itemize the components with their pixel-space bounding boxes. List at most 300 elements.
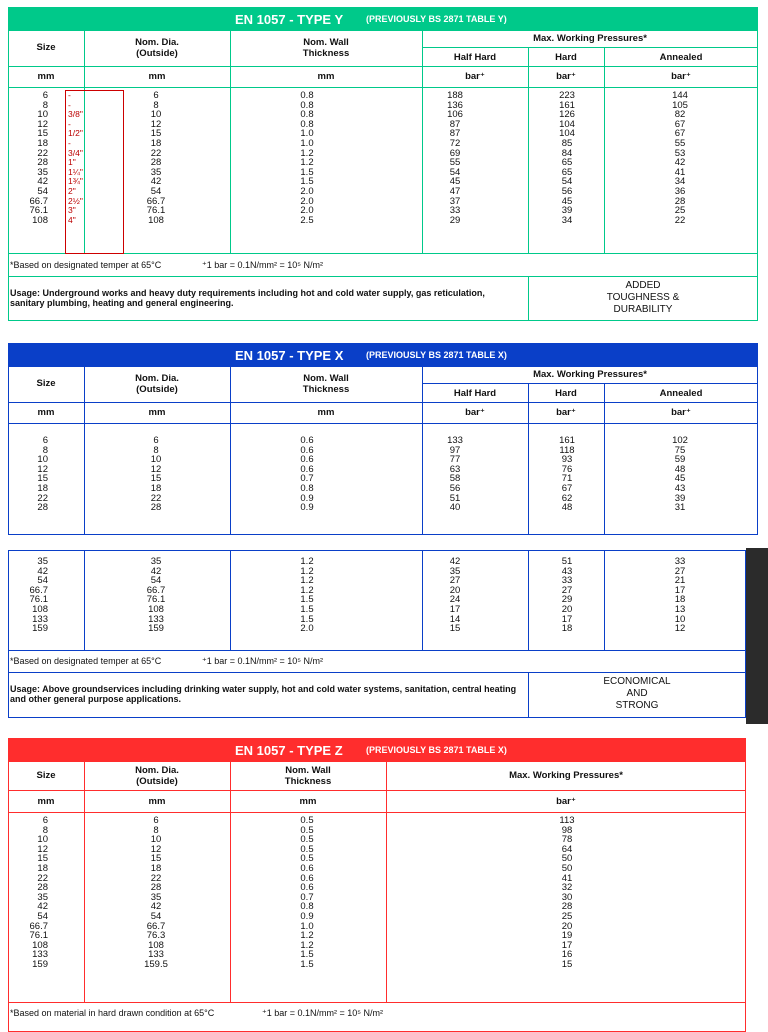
type-y-cell-dia-13: 108 bbox=[148, 214, 164, 226]
type-y-cell-fraction-0: - bbox=[68, 90, 71, 100]
type-z-cell-wall-9: 0.8 bbox=[300, 901, 314, 913]
type-x-cell-dia-a-7: 28 bbox=[150, 502, 162, 514]
type-x-cell-dia-a-5: 18 bbox=[150, 482, 162, 494]
type-y-cell-half-hard-12: 33 bbox=[449, 205, 461, 217]
type-z-cell-dia-11: 66.7 bbox=[146, 920, 166, 932]
type-y-cell-hard-8: 65 bbox=[561, 166, 573, 178]
type-y-cell-half-hard-3: 87 bbox=[449, 118, 461, 130]
type-z-cell-size-4: 15 bbox=[37, 853, 48, 865]
type-z-cell-wall-8: 0.7 bbox=[300, 891, 314, 903]
type-z-cell-wall-10: 0.9 bbox=[300, 910, 314, 922]
type-z-cell-wall-6: 0.6 bbox=[300, 872, 314, 884]
type-y-cell-annealed-0: 144 bbox=[672, 90, 688, 101]
type-x-unit-hard: bar⁺ bbox=[556, 407, 576, 418]
type-y-col-half-hard bbox=[425, 91, 485, 225]
type-y-cell-fraction-4: 1/2" bbox=[68, 128, 83, 139]
type-x-cell-wall-a-6: 0.9 bbox=[300, 492, 314, 504]
type-y-header-hard: Hard bbox=[555, 52, 577, 63]
type-y-cell-half-hard-1: 136 bbox=[447, 99, 463, 111]
type-y-cell-dia-2: 10 bbox=[150, 109, 162, 121]
type-x-cell-annealed-b-0: 33 bbox=[674, 556, 686, 567]
type-y-note-bar: ⁺1 bar = 0.1N/mm² = 10⁵ N/m² bbox=[202, 260, 324, 270]
type-x-cell-half-hard-a-0: 133 bbox=[447, 435, 463, 446]
type-y-cell-wall-13: 2.5 bbox=[300, 214, 314, 226]
type-z-cell-dia-4: 15 bbox=[150, 853, 162, 865]
type-x-cell-size-a-1: 8 bbox=[42, 444, 48, 456]
type-z-cell-size-2: 10 bbox=[37, 834, 48, 846]
type-y-col-annealed bbox=[650, 91, 710, 225]
type-z-cell-dia-13: 108 bbox=[148, 939, 164, 951]
type-z-cell-pressure-3: 64 bbox=[561, 843, 573, 855]
type-x-cell-wall-b-4: 1.5 bbox=[300, 594, 314, 606]
type-x-cell-half-hard-b-5: 17 bbox=[449, 603, 461, 615]
type-z-cell-size-10: 54 bbox=[37, 910, 48, 922]
type-z-cell-pressure-6: 41 bbox=[561, 872, 573, 884]
type-x-unit-annealed: bar⁺ bbox=[671, 407, 691, 418]
type-y-header-max: Max. Working Pressures* bbox=[533, 33, 647, 44]
type-y-cell-size-13: 108 bbox=[32, 214, 48, 226]
type-y-cell-hard-12: 39 bbox=[561, 205, 573, 217]
type-x-cell-size-b-7: 159 bbox=[32, 623, 48, 635]
type-x-cell-hard-a-5: 67 bbox=[561, 482, 573, 494]
type-z-cell-pressure-5: 50 bbox=[561, 862, 573, 874]
type-x-col-annealed-a bbox=[650, 436, 710, 513]
type-z-header-wall: Nom. Wall Thickness bbox=[284, 765, 332, 787]
type-x-cell-wall-a-4: 0.7 bbox=[300, 473, 314, 485]
type-z-cell-wall-1: 0.5 bbox=[300, 824, 314, 836]
type-x-cell-annealed-b-4: 18 bbox=[674, 594, 686, 606]
type-y-cell-annealed-8: 41 bbox=[674, 166, 686, 178]
type-z-cell-wall-0: 0.5 bbox=[300, 815, 314, 826]
type-y-cell-hard-2: 126 bbox=[559, 109, 575, 121]
type-x-note-temper: *Based on designated temper at 65°C bbox=[10, 656, 162, 666]
type-x-cell-annealed-a-4: 45 bbox=[674, 473, 686, 485]
type-z-cell-pressure-15: 15 bbox=[561, 958, 573, 970]
type-x-cell-dia-a-0: 6 bbox=[153, 435, 159, 446]
type-z-cell-dia-0: 6 bbox=[153, 815, 159, 826]
type-y-col-fraction bbox=[68, 91, 83, 225]
type-y-cell-wall-8: 1.5 bbox=[300, 166, 314, 178]
type-y-cell-annealed-13: 22 bbox=[674, 214, 686, 226]
type-x-cell-size-b-6: 133 bbox=[32, 613, 48, 625]
type-z-cell-size-9: 42 bbox=[37, 901, 48, 913]
type-x-cell-wall-b-1: 1.2 bbox=[300, 565, 314, 577]
type-x-cell-size-b-0: 35 bbox=[37, 556, 48, 567]
type-x-unit-size: mm bbox=[37, 407, 55, 418]
type-x-cell-annealed-b-5: 13 bbox=[674, 603, 686, 615]
type-z-cell-size-13: 108 bbox=[32, 939, 48, 951]
type-z-cell-pressure-4: 50 bbox=[561, 853, 573, 865]
type-z-cell-wall-4: 0.5 bbox=[300, 853, 314, 865]
type-z-cell-wall-15: 1.5 bbox=[300, 958, 314, 970]
type-y-cell-size-11: 66.7 bbox=[29, 195, 48, 207]
type-y-cell-annealed-11: 28 bbox=[674, 195, 686, 207]
type-z-cell-wall-11: 1.0 bbox=[300, 920, 314, 932]
type-y-cell-wall-9: 1.5 bbox=[300, 176, 314, 188]
type-x-cell-hard-a-4: 71 bbox=[561, 473, 573, 485]
type-x-cell-annealed-a-7: 31 bbox=[674, 502, 686, 514]
type-z-cell-wall-2: 0.5 bbox=[300, 834, 314, 846]
type-x-banner bbox=[8, 343, 758, 367]
type-x-cell-hard-b-2: 33 bbox=[561, 575, 573, 587]
type-x-col-size-a bbox=[8, 436, 48, 513]
type-x-cell-annealed-a-1: 75 bbox=[674, 444, 686, 456]
type-y-cell-dia-3: 12 bbox=[150, 118, 162, 130]
type-x-cell-dia-b-1: 42 bbox=[150, 565, 162, 577]
type-x-cell-dia-a-2: 10 bbox=[150, 454, 162, 466]
type-x-cell-half-hard-a-4: 58 bbox=[449, 473, 461, 485]
type-y-cell-size-8: 35 bbox=[37, 166, 48, 178]
type-x-cell-half-hard-b-0: 42 bbox=[449, 556, 461, 567]
type-y-cell-hard-7: 65 bbox=[561, 157, 573, 169]
type-x-cell-annealed-a-3: 48 bbox=[674, 463, 686, 475]
type-x-note-bar: ⁺1 bar = 0.1N/mm² = 10⁵ N/m² bbox=[202, 656, 324, 666]
type-y-cell-wall-5: 1.0 bbox=[300, 137, 314, 149]
type-x-cell-size-b-5: 108 bbox=[32, 603, 48, 615]
type-y-cell-dia-0: 6 bbox=[153, 90, 159, 101]
type-y-cell-hard-0: 223 bbox=[559, 90, 575, 101]
type-x-header-annealed: Annealed bbox=[659, 388, 703, 399]
type-y-cell-wall-1: 0.8 bbox=[300, 99, 314, 111]
type-x-subtitle: (PREVIOUSLY BS 2871 TABLE X) bbox=[366, 350, 507, 360]
type-x-cell-half-hard-b-7: 15 bbox=[449, 623, 461, 635]
type-y-note-temper: *Based on designated temper at 65°C bbox=[10, 260, 162, 270]
type-z-cell-size-7: 28 bbox=[37, 882, 48, 894]
type-x-cell-dia-a-3: 12 bbox=[150, 463, 162, 475]
type-y-cell-annealed-6: 53 bbox=[674, 147, 686, 159]
type-y-unit-annealed: bar⁺ bbox=[671, 71, 691, 82]
type-x-col-dia-b bbox=[126, 557, 186, 634]
type-y-cell-hard-9: 54 bbox=[561, 176, 573, 188]
type-y-cell-size-9: 42 bbox=[37, 176, 48, 188]
type-x-title: EN 1057 - TYPE X bbox=[235, 347, 344, 363]
type-y-banner bbox=[8, 7, 758, 31]
type-y-cell-half-hard-9: 45 bbox=[449, 176, 461, 188]
type-x-cell-dia-b-2: 54 bbox=[150, 575, 162, 587]
type-z-cell-size-11: 66.7 bbox=[29, 920, 48, 932]
type-z-cell-size-3: 12 bbox=[37, 843, 48, 855]
type-z-cell-pressure-0: 113 bbox=[559, 815, 575, 826]
type-y-unit-dia: mm bbox=[148, 71, 166, 82]
type-x-cell-dia-b-4: 76.1 bbox=[146, 594, 166, 606]
type-y-cell-hard-6: 84 bbox=[561, 147, 573, 159]
type-x-col-size-b bbox=[8, 557, 48, 634]
type-x-cell-annealed-a-0: 102 bbox=[672, 435, 688, 446]
type-y-cell-fraction-2: 3/8" bbox=[68, 109, 83, 120]
type-y-cell-hard-4: 104 bbox=[559, 128, 575, 140]
type-y-unit-hard: bar⁺ bbox=[556, 71, 576, 82]
type-z-banner bbox=[8, 738, 746, 762]
type-y-cell-dia-10: 54 bbox=[150, 185, 162, 197]
type-y-cell-dia-9: 42 bbox=[150, 176, 162, 188]
type-x-cell-annealed-a-6: 39 bbox=[674, 492, 686, 504]
type-y-cell-dia-8: 35 bbox=[150, 166, 162, 178]
type-x-cell-half-hard-a-3: 63 bbox=[449, 463, 461, 475]
type-x-col-wall-a bbox=[277, 436, 337, 513]
type-x-cell-dia-a-4: 15 bbox=[150, 473, 162, 485]
type-z-cell-pressure-2: 78 bbox=[561, 834, 573, 846]
type-y-cell-half-hard-0: 188 bbox=[447, 90, 463, 101]
type-y-cell-half-hard-4: 87 bbox=[449, 128, 461, 140]
page-edge-strip bbox=[746, 548, 768, 724]
type-z-header-size: Size bbox=[36, 770, 56, 781]
type-x-cell-dia-b-6: 133 bbox=[148, 613, 164, 625]
type-y-cell-half-hard-6: 69 bbox=[449, 147, 461, 159]
type-y-cell-fraction-7: 1" bbox=[68, 157, 76, 168]
type-y-unit-size: mm bbox=[37, 71, 55, 82]
type-y-cell-dia-6: 22 bbox=[150, 147, 162, 159]
type-y-cell-half-hard-10: 47 bbox=[449, 185, 461, 197]
type-x-cell-hard-b-3: 27 bbox=[561, 584, 573, 596]
type-z-cell-pressure-11: 20 bbox=[561, 920, 573, 932]
type-z-col-pressure bbox=[537, 816, 597, 970]
type-y-cell-fraction-6: 3/4" bbox=[68, 147, 83, 158]
type-z-cell-pressure-14: 16 bbox=[561, 949, 573, 961]
type-y-col-dia bbox=[126, 91, 186, 225]
type-y-header-dia: Nom. Dia. (Outside) bbox=[135, 37, 179, 59]
type-z-cell-dia-2: 10 bbox=[150, 834, 162, 846]
type-z-cell-size-1: 8 bbox=[42, 824, 48, 836]
type-x-cell-dia-b-0: 35 bbox=[150, 556, 162, 567]
type-y-cell-half-hard-11: 37 bbox=[449, 195, 461, 207]
type-y-cell-annealed-7: 42 bbox=[674, 157, 686, 169]
type-z-cell-pressure-10: 25 bbox=[561, 910, 573, 922]
type-y-cell-size-6: 22 bbox=[37, 147, 48, 159]
type-y-cell-size-2: 10 bbox=[37, 109, 48, 121]
type-x-cell-size-a-7: 28 bbox=[37, 502, 48, 514]
type-z-header-dia: Nom. Dia. (Outside) bbox=[135, 765, 179, 787]
type-y-unit-wall: mm bbox=[317, 71, 335, 82]
type-x-unit-dia: mm bbox=[148, 407, 166, 418]
type-z-cell-dia-15: 159.5 bbox=[144, 958, 168, 970]
type-x-header-dia: Nom. Dia. (Outside) bbox=[135, 373, 179, 395]
type-x-cell-wall-a-1: 0.6 bbox=[300, 444, 314, 456]
type-y-cell-fraction-9: 1¾" bbox=[68, 176, 83, 187]
type-y-cell-hard-3: 104 bbox=[559, 118, 575, 130]
type-x-cell-hard-a-7: 48 bbox=[561, 502, 573, 514]
type-x-col-dia-a bbox=[126, 436, 186, 513]
type-x-feature: ECONOMICAL AND STRONG bbox=[603, 676, 671, 711]
type-z-note-temper: *Based on material in hard drawn condition at 65°C bbox=[10, 1008, 215, 1018]
type-z-cell-size-8: 35 bbox=[37, 891, 48, 903]
type-z-cell-dia-3: 12 bbox=[150, 843, 162, 855]
type-x-usage: Usage: Above groundservices including drinking water supply, hot and cold water systems, sanitation, central heating and other general purpose applications. bbox=[10, 684, 517, 704]
type-y-cell-fraction-1: - bbox=[68, 99, 71, 110]
type-x-unit-half-hard: bar⁺ bbox=[465, 407, 485, 418]
type-x-cell-half-hard-a-1: 97 bbox=[449, 444, 461, 456]
type-x-cell-size-a-3: 12 bbox=[37, 463, 48, 475]
type-x-header-max: Max. Working Pressures* bbox=[533, 369, 647, 380]
type-y-cell-size-7: 28 bbox=[37, 157, 48, 169]
type-z-cell-dia-10: 54 bbox=[150, 910, 162, 922]
type-y-feature: ADDED TOUGHNESS & DURABILITY bbox=[606, 280, 680, 315]
type-x-col-hard-a bbox=[537, 436, 597, 513]
type-z-cell-wall-3: 0.5 bbox=[300, 843, 314, 855]
type-y-cell-wall-11: 2.0 bbox=[300, 195, 314, 207]
type-y-cell-size-1: 8 bbox=[42, 99, 48, 111]
type-z-cell-pressure-8: 30 bbox=[561, 891, 573, 903]
type-z-cell-size-14: 133 bbox=[32, 949, 48, 961]
type-x-cell-annealed-a-2: 59 bbox=[674, 454, 686, 466]
type-y-header-annealed: Annealed bbox=[659, 52, 703, 63]
type-y-cell-annealed-9: 34 bbox=[674, 176, 686, 188]
type-z-cell-pressure-13: 17 bbox=[561, 939, 573, 951]
type-y-cell-fraction-10: 2" bbox=[68, 185, 76, 196]
type-y-usage: Usage: Underground works and heavy duty requirements including hot and cold water supply, gas reticulation, sanitary plumbing, heating and general engineering. bbox=[10, 288, 485, 308]
type-x-header-half-hard: Half Hard bbox=[453, 388, 497, 399]
type-y-cell-half-hard-2: 106 bbox=[447, 109, 463, 121]
type-x-cell-annealed-b-3: 17 bbox=[674, 584, 686, 596]
type-z-subtitle: (PREVIOUSLY BS 2871 TABLE X) bbox=[366, 745, 507, 755]
type-y-cell-fraction-3: - bbox=[68, 118, 71, 129]
type-z-cell-size-5: 18 bbox=[37, 862, 48, 874]
type-x-cell-half-hard-a-2: 77 bbox=[449, 454, 461, 466]
type-y-title: EN 1057 - TYPE Y bbox=[235, 11, 344, 27]
type-x-cell-size-a-4: 15 bbox=[37, 473, 48, 485]
type-x-cell-wall-b-3: 1.2 bbox=[300, 584, 314, 596]
type-y-cell-fraction-8: 1¼" bbox=[68, 166, 83, 177]
type-x-cell-hard-a-6: 62 bbox=[561, 492, 573, 504]
type-y-cell-half-hard-5: 72 bbox=[449, 137, 461, 149]
type-y-cell-wall-3: 0.8 bbox=[300, 118, 314, 130]
type-z-cell-dia-5: 18 bbox=[150, 862, 162, 874]
type-z-unit-dia: mm bbox=[148, 796, 166, 807]
type-y-cell-fraction-13: 4" bbox=[68, 214, 76, 225]
type-z-cell-pressure-9: 28 bbox=[561, 901, 573, 913]
type-x-cell-half-hard-a-6: 51 bbox=[449, 492, 461, 504]
type-z-cell-size-15: 159 bbox=[32, 958, 48, 970]
type-x-cell-wall-b-6: 1.5 bbox=[300, 613, 314, 625]
type-x-header-hard: Hard bbox=[555, 388, 577, 399]
type-y-cell-half-hard-13: 29 bbox=[449, 214, 461, 226]
type-x-col-half-hard-b bbox=[425, 557, 485, 634]
type-x-cell-wall-a-7: 0.9 bbox=[300, 502, 314, 514]
type-z-cell-pressure-7: 32 bbox=[561, 882, 573, 894]
type-z-cell-dia-14: 133 bbox=[148, 949, 164, 961]
type-z-cell-pressure-12: 19 bbox=[561, 930, 573, 942]
type-x-cell-wall-a-5: 0.8 bbox=[300, 482, 314, 494]
type-y-cell-hard-5: 85 bbox=[561, 137, 573, 149]
type-z-cell-dia-8: 35 bbox=[150, 891, 162, 903]
type-y-cell-size-3: 12 bbox=[37, 118, 48, 130]
type-x-cell-half-hard-b-4: 24 bbox=[449, 594, 461, 606]
type-y-cell-annealed-5: 55 bbox=[674, 137, 686, 149]
type-x-cell-hard-a-2: 93 bbox=[561, 454, 573, 466]
type-y-cell-half-hard-8: 54 bbox=[449, 166, 461, 178]
type-y-cell-annealed-4: 67 bbox=[674, 128, 686, 140]
type-y-cell-size-0: 6 bbox=[42, 90, 48, 101]
type-y-cell-wall-4: 1.0 bbox=[300, 128, 314, 140]
type-z-col-dia bbox=[126, 816, 186, 970]
type-x-cell-dia-b-3: 66.7 bbox=[146, 584, 166, 596]
type-x-cell-half-hard-b-1: 35 bbox=[449, 565, 461, 577]
type-y-cell-wall-6: 1.2 bbox=[300, 147, 314, 159]
type-z-note-bar: ⁺1 bar = 0.1N/mm² = 10⁵ N/m² bbox=[262, 1008, 384, 1018]
type-y-cell-dia-1: 8 bbox=[153, 99, 159, 111]
type-x-cell-hard-a-3: 76 bbox=[561, 463, 573, 475]
type-y-cell-hard-1: 161 bbox=[559, 99, 575, 111]
type-z-col-wall bbox=[277, 816, 337, 970]
type-y-unit-half-hard: bar⁺ bbox=[465, 71, 485, 82]
type-x-cell-dia-a-1: 8 bbox=[153, 444, 159, 456]
type-x-cell-wall-b-2: 1.2 bbox=[300, 575, 314, 587]
type-y-cell-fraction-5: - bbox=[68, 137, 71, 148]
type-x-cell-size-b-4: 76.1 bbox=[29, 594, 48, 606]
type-z-cell-dia-7: 28 bbox=[150, 882, 162, 894]
type-x-cell-wall-b-7: 2.0 bbox=[300, 623, 314, 635]
type-x-cell-wall-a-0: 0.6 bbox=[300, 435, 314, 446]
type-x-cell-hard-b-1: 43 bbox=[561, 565, 573, 577]
type-x-header-wall: Nom. Wall Thickness bbox=[302, 373, 350, 395]
type-x-cell-hard-a-0: 161 bbox=[559, 435, 575, 446]
type-x-cell-size-b-3: 66.7 bbox=[29, 584, 48, 596]
type-x-cell-wall-b-5: 1.5 bbox=[300, 603, 314, 615]
type-x-cell-size-a-5: 18 bbox=[37, 482, 48, 494]
type-y-col-size bbox=[8, 91, 48, 225]
type-z-cell-dia-6: 22 bbox=[150, 872, 162, 884]
type-x-cell-wall-a-2: 0.6 bbox=[300, 454, 314, 466]
type-z-cell-dia-1: 8 bbox=[153, 824, 159, 836]
type-x-cell-size-b-2: 54 bbox=[37, 575, 48, 587]
type-x-unit-wall: mm bbox=[317, 407, 335, 418]
type-y-cell-hard-11: 45 bbox=[561, 195, 573, 207]
type-y-cell-half-hard-7: 55 bbox=[449, 157, 461, 169]
type-x-cell-hard-b-0: 51 bbox=[561, 556, 573, 567]
type-y-subtitle: (PREVIOUSLY BS 2871 TABLE Y) bbox=[366, 14, 507, 24]
type-x-cell-hard-b-7: 18 bbox=[561, 623, 573, 635]
type-z-cell-wall-13: 1.2 bbox=[300, 939, 314, 951]
type-y-cell-annealed-10: 36 bbox=[674, 185, 686, 197]
type-y-cell-hard-13: 34 bbox=[561, 214, 573, 226]
type-x-cell-annealed-b-2: 21 bbox=[674, 575, 686, 587]
type-y-cell-dia-7: 28 bbox=[150, 157, 162, 169]
type-y-header-wall: Nom. Wall Thickness bbox=[302, 37, 350, 59]
type-x-cell-hard-b-4: 29 bbox=[561, 594, 573, 606]
type-z-cell-wall-12: 1.2 bbox=[300, 930, 314, 942]
type-y-cell-wall-0: 0.8 bbox=[300, 90, 314, 101]
type-x-cell-annealed-b-6: 10 bbox=[674, 613, 686, 625]
type-x-cell-hard-a-1: 118 bbox=[559, 444, 575, 456]
type-x-cell-wall-a-3: 0.6 bbox=[300, 463, 314, 475]
type-y-cell-dia-5: 18 bbox=[150, 137, 162, 149]
type-z-title: EN 1057 - TYPE Z bbox=[235, 742, 343, 758]
type-z-header-max: Max. Working Pressures* bbox=[509, 770, 623, 781]
type-y-cell-size-12: 76.1 bbox=[29, 205, 48, 217]
type-x-col-half-hard-a bbox=[425, 436, 485, 513]
type-x-cell-annealed-a-5: 43 bbox=[674, 482, 686, 494]
type-y-cell-wall-10: 2.0 bbox=[300, 185, 314, 197]
type-y-cell-annealed-2: 82 bbox=[674, 109, 686, 121]
type-y-cell-dia-4: 15 bbox=[150, 128, 162, 140]
type-z-cell-dia-9: 42 bbox=[150, 901, 162, 913]
type-z-cell-wall-7: 0.6 bbox=[300, 882, 314, 894]
type-y-cell-size-5: 18 bbox=[37, 137, 48, 149]
type-x-col-hard-b bbox=[537, 557, 597, 634]
type-y-cell-size-10: 54 bbox=[37, 185, 48, 197]
type-z-cell-size-6: 22 bbox=[37, 872, 48, 884]
type-x-cell-annealed-b-1: 27 bbox=[674, 565, 686, 577]
type-y-cell-dia-11: 66.7 bbox=[146, 195, 166, 207]
type-y-header-half-hard: Half Hard bbox=[453, 52, 497, 63]
type-z-unit-size: mm bbox=[37, 796, 55, 807]
type-y-cell-fraction-11: 2½" bbox=[68, 195, 83, 206]
type-y-header-size: Size bbox=[36, 42, 56, 53]
type-x-cell-half-hard-b-3: 20 bbox=[449, 584, 461, 596]
type-x-cell-hard-b-5: 20 bbox=[561, 603, 573, 615]
type-x-cell-dia-b-7: 159 bbox=[148, 623, 164, 635]
type-z-unit-wall: mm bbox=[299, 796, 317, 807]
type-z-cell-dia-12: 76.3 bbox=[146, 930, 166, 942]
